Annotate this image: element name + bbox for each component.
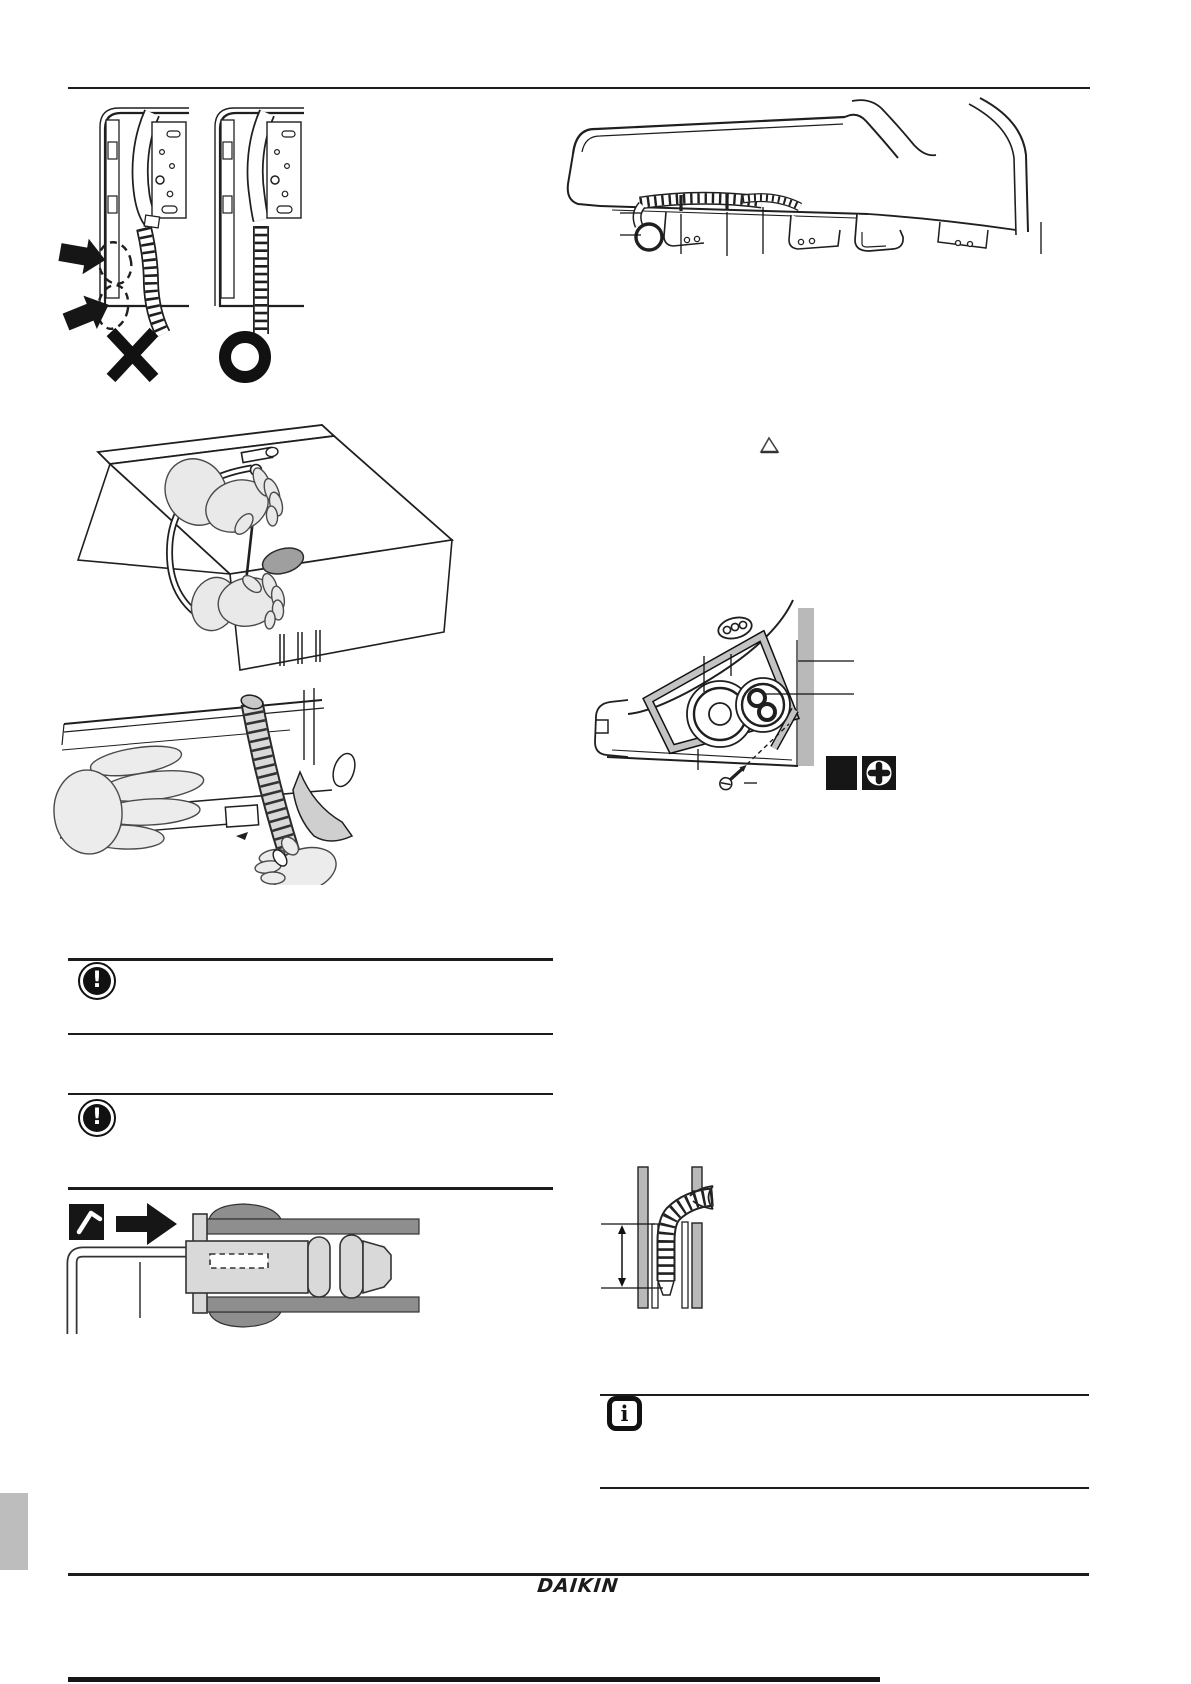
header-rule (68, 87, 1090, 89)
correct-icon (225, 337, 265, 377)
notice-top-rule (68, 1093, 553, 1095)
figure-hacksaw-cutting (55, 412, 465, 684)
exclamation-glyph: ! (83, 1104, 111, 1132)
exclamation-glyph: ! (83, 967, 111, 995)
notice-top-rule (68, 958, 553, 961)
wrong-icon (111, 332, 154, 378)
exclamation-icon (78, 962, 116, 1000)
daikin-logo: DAIKIN (536, 1575, 620, 1597)
screw (717, 760, 750, 792)
exclamation-icon (78, 1099, 116, 1137)
panel-wrong (57, 108, 189, 378)
arrow-icon (116, 1203, 177, 1245)
notice-bottom-rule (68, 1187, 553, 1190)
panel-correct (215, 108, 304, 377)
info-top-rule (600, 1394, 1089, 1396)
figure-piping-cross-section (588, 563, 900, 803)
drain-hose-loop (636, 224, 662, 250)
info-bottom-rule (600, 1487, 1089, 1489)
info-icon (607, 1396, 642, 1431)
figure-drain-plug-hex-key (58, 1193, 478, 1335)
wiring-section (716, 614, 754, 642)
figure-hose-through-base (52, 683, 397, 885)
info-glyph: i (620, 1401, 629, 1426)
figure-unit-bottom-view (550, 95, 1060, 265)
hex-key (72, 1252, 200, 1334)
page-bottom-bleed (68, 1677, 880, 1682)
figure-drain-hose-comparison (55, 95, 320, 395)
notice-bottom-rule (68, 1033, 553, 1035)
wall (798, 608, 814, 766)
wall-panel (638, 1167, 648, 1308)
tool-size-box (826, 756, 857, 790)
figure-hose-wall-dimension (593, 1153, 768, 1315)
page-side-tab (0, 1493, 28, 1570)
warning-triangle-icon (758, 434, 782, 456)
